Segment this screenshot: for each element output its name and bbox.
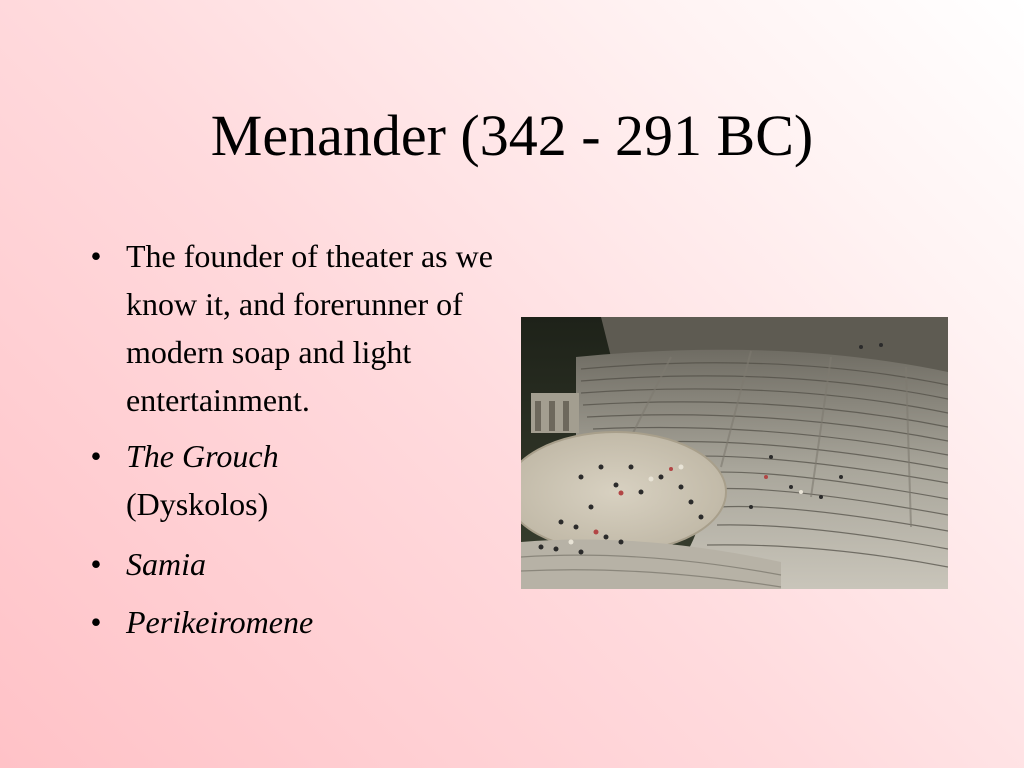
play-title: The Grouch [126, 438, 279, 474]
bullet-dot-icon: • [90, 604, 102, 640]
bullet-item [86, 594, 506, 650]
bullet-text: (Dyskolos) [126, 486, 269, 522]
bullet-item [86, 536, 506, 592]
bullet-dot-icon: • [90, 438, 102, 474]
play-title: Perikeiromene [126, 604, 314, 640]
amphitheater-photo [521, 317, 948, 589]
bullet-list [86, 232, 506, 652]
bullet-dot-icon: • [90, 546, 102, 582]
bullet-dot-icon: • [90, 238, 102, 274]
slide-title: Menander (342 - 291 BC) [210, 103, 814, 168]
bullet-text: The founder of theater as we know it, and forerunner of modern soap and light entertainment. [126, 238, 493, 418]
bullet-item [86, 432, 506, 528]
play-title: Samia [126, 546, 206, 582]
bullet-item [86, 232, 506, 424]
